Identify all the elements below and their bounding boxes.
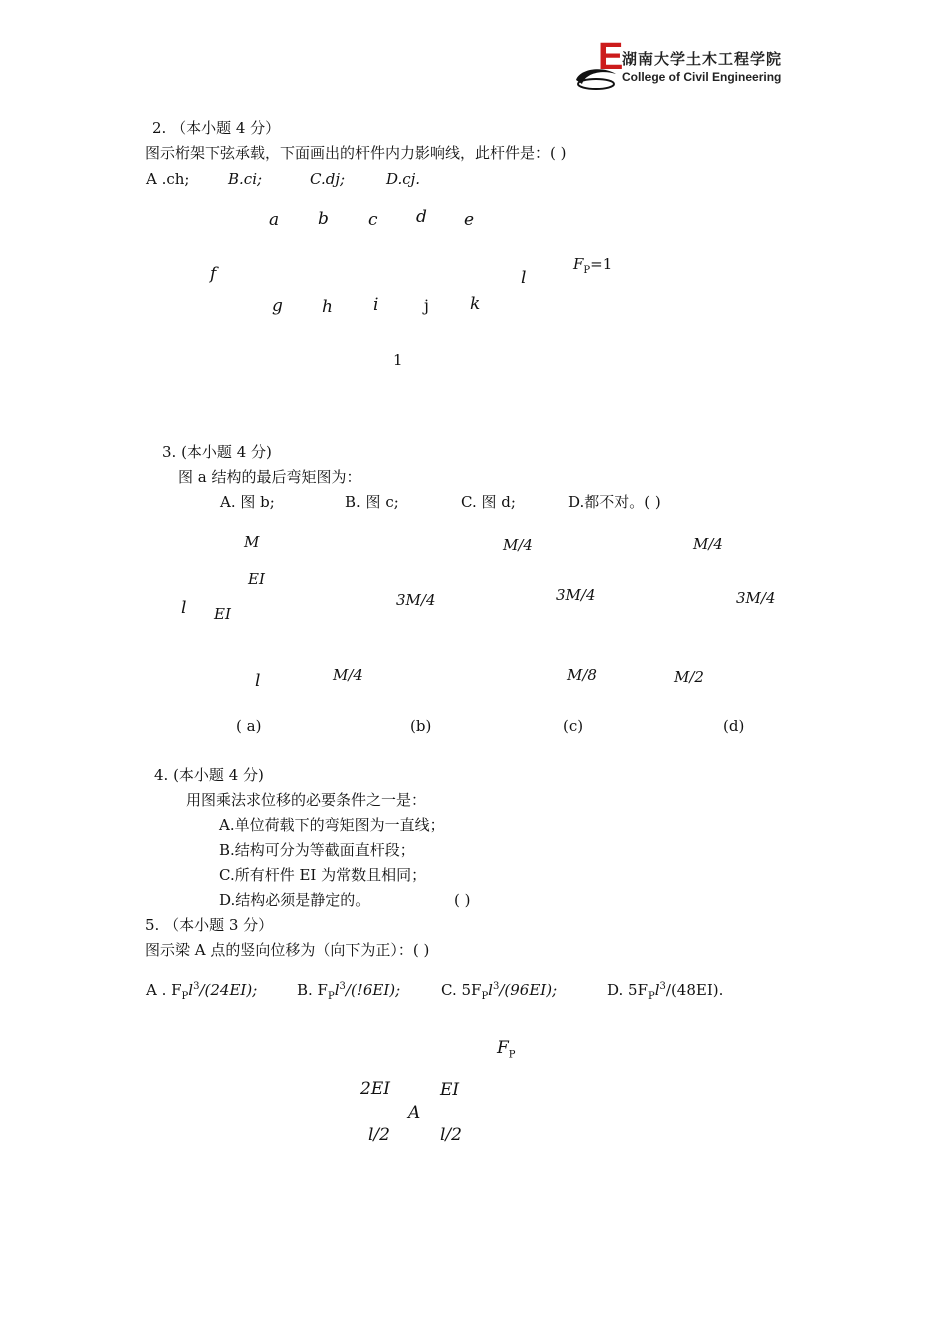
q4-answer-blank: ( ) [454,891,471,909]
truss-node-d: d [416,207,427,227]
q5-option-d-l: l [654,981,660,999]
q2-title: 2. （本小题 4 分） [152,119,281,137]
q5-option-c-pre: C. 5F [441,981,482,999]
college-logo [574,38,806,90]
q5-option-d-post: /(48EI). [665,981,724,999]
fig-c-mid-moment: 3M/4 [556,586,596,604]
truss-node-k: k [470,294,481,314]
unit-load-value: =1 [590,255,613,273]
q5-option-b [297,981,401,1002]
truss-span-label: l [521,268,527,288]
unit-load-label [573,255,613,276]
beam-load-label [497,1038,516,1061]
fig-d-bottom-moment: M/2 [674,668,704,686]
truss-node-h: h [322,297,333,317]
q3-option-c: C. 图 d; [461,493,516,511]
q5-option-d-pre: D. 5F [607,981,648,999]
fig-b-top-moment: M/4 [503,536,533,554]
q2-option-a: A .ch; [146,170,190,188]
fig-a-ei-top: EI [248,570,265,588]
caption-d: (d) [723,717,745,735]
beam-load-subscript: P [508,1049,516,1061]
truss-node-e: e [464,210,475,230]
q5-option-c-l: l [488,981,493,999]
fig-d-mid-moment: 3M/4 [736,589,776,607]
q3-option-b: B. 图 c; [345,493,399,511]
logo-letter: E [598,36,624,78]
fig-c-top-moment: M/4 [693,535,723,553]
fig-b-mid-moment: 3M/4 [396,591,436,609]
q2-option-c: C.dj; [310,170,346,188]
fig-a-length-left: l [181,598,187,618]
beam-point-a: A [408,1103,421,1123]
q2-option-b: B.ci; [228,170,263,188]
truss-node-c: c [368,210,378,230]
logo-mark [574,36,624,90]
beam-load-symbol: F [497,1038,509,1058]
q5-option-b-pre: B. F [297,981,328,999]
q5-option-a [146,981,258,1002]
q2-option-d: D.cj. [386,170,421,188]
q5-option-a-sub: P [181,991,189,1002]
fig-a-moment: M [244,533,260,551]
q5-option-a-sup: 3 [193,981,200,992]
q5-option-d-sup: 3 [659,981,666,992]
caption-a: ( a) [236,717,262,735]
q3-option-d: D.都不对。( ) [568,493,661,511]
q5-option-c [441,981,558,1002]
truss-node-j: j [424,296,429,315]
fig-a-length-bottom: l [255,671,261,691]
q5-option-a-l: l [188,981,194,999]
q5-option-a-post: /(24EI); [199,981,258,999]
q5-option-c-post: /(96EI); [499,981,558,999]
fig-c-bottom-moment: M/8 [567,666,597,684]
q5-option-a-pre: A . F [146,981,182,999]
caption-b: (b) [410,717,432,735]
q5-option-b-sub: P [327,991,335,1002]
fig-b-bottom-moment: M/4 [333,666,363,684]
unit-load-subscript: P [583,265,591,276]
q4-option-b: B.结构可分为等截面直杆段； [219,841,415,859]
truss-node-b: b [318,209,329,229]
school-name-cn: 湖南大学土木工程学院 [622,50,783,68]
q4-stem: 用图乘法求位移的必要条件之一是： [186,791,427,809]
truss-node-f: f [210,264,217,284]
fig-a-ei-side: EI [214,605,231,623]
caption-c: (c) [563,717,584,735]
q5-title: 5. （本小题 3 分） [145,916,274,934]
truss-node-g: g [272,296,283,316]
q3-stem: 图 a 结构的最后弯矩图为： [178,468,362,486]
q5-option-c-sub: P [481,991,489,1002]
q5-option-c-sup: 3 [492,981,500,992]
q5-option-b-sup: 3 [339,981,346,992]
q5-option-d-sub: P [647,991,655,1002]
q4-option-a: A.单位荷载下的弯矩图为一直线； [219,816,445,834]
q4-title: 4. (本小题 4 分) [154,766,264,784]
q5-option-d [607,981,724,1002]
q2-stem: 图示桁架下弦承载，下面画出的杆件内力影响线，此杆件是：( ) [145,144,567,162]
beam-ei-right: EI [440,1080,460,1100]
q3-option-a: A. 图 b; [220,493,275,511]
truss-node-a: a [269,210,280,230]
school-name-en: College of Civil Engineering [622,70,782,84]
truss-node-i: i [373,295,379,315]
unit-load-symbol: F [573,255,584,273]
q4-option-d: D.结构必须是静定的。 [219,891,371,909]
q4-option-c: C.所有杆件 EI 为常数且相同； [219,866,427,884]
q3-title: 3. (本小题 4 分) [162,443,272,461]
q5-option-b-post: /(!6EI); [345,981,401,999]
q5-option-b-l: l [334,981,340,999]
beam-ei-left: 2EI [360,1079,390,1099]
beam-length-right: l/2 [440,1125,462,1145]
influence-line-ordinate: 1 [393,351,403,369]
beam-length-left: l/2 [368,1125,390,1145]
q5-stem: 图示梁 A 点的竖向位移为（向下为正）：( ) [145,941,430,959]
